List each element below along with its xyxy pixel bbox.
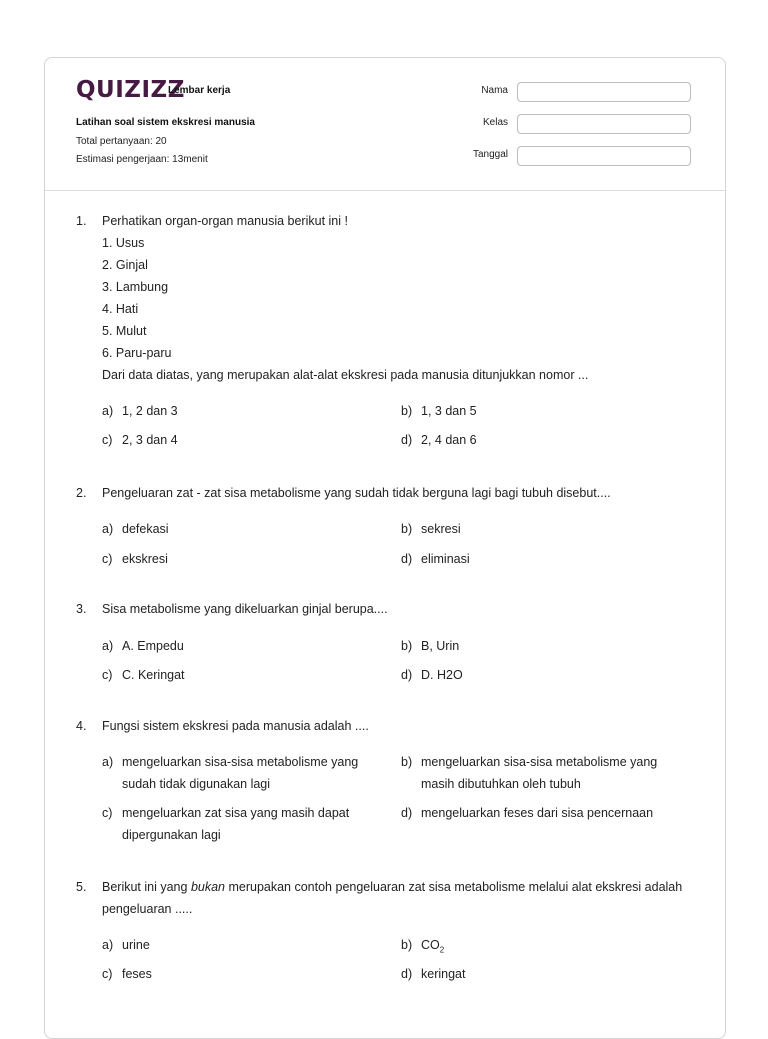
option-text: mengeluarkan feses dari sisa pencernaan (421, 806, 654, 820)
question-text: Pengeluaran zat - zat sisa metabolisme yang sudah tidak berguna lagi bagi tubuh disebut.... (102, 486, 611, 500)
option-letter: c) (102, 806, 113, 820)
option-subscript: 2 (439, 945, 445, 955)
option-letter: a) (102, 404, 114, 418)
worksheet-header (45, 58, 725, 191)
question-line: 4. Hati (102, 302, 139, 316)
option-text: urine (122, 938, 150, 952)
option-text: B, Urin (421, 639, 460, 653)
option-letter: c) (102, 668, 113, 682)
total-questions: Total pertanyaan: 20 (76, 136, 167, 147)
question-number: 4. (76, 719, 87, 733)
option-letter: b) (401, 404, 413, 418)
option-text (421, 934, 686, 962)
question-line: Perhatikan organ-organ manusia berikut ini ! (102, 214, 348, 228)
estimated-time: Estimasi pengerjaan: 13menit (76, 154, 208, 165)
option-text: C. Keringat (122, 668, 185, 682)
logo-subtitle: Lembar kerja (168, 85, 231, 96)
question-number: 2. (76, 486, 87, 500)
question-line: 3. Lambung (102, 280, 169, 294)
option-text: ekskresi (122, 552, 168, 566)
question-line: 1. Usus (102, 236, 145, 250)
option-text: mengeluarkan zat sisa yang masih dapat dipergunakan lagi (122, 806, 350, 842)
worksheet-page (44, 57, 726, 1039)
nama-label: Nama (481, 85, 508, 96)
question-number: 5. (76, 880, 87, 894)
question-number: 1. (76, 214, 87, 228)
option-letter: d) (401, 806, 413, 820)
option-letter: d) (401, 433, 413, 447)
option-text: 1, 2 dan 3 (122, 404, 178, 418)
tanggal-label: Tanggal (472, 149, 508, 160)
question-text (102, 210, 692, 386)
question-text-start: Berikut ini yang (102, 880, 191, 894)
option-letter: c) (102, 967, 113, 981)
option-letter: b) (401, 755, 413, 769)
option-letter: b) (401, 938, 413, 952)
option-text: defekasi (122, 522, 169, 536)
question-text: Sisa metabolisme yang dikeluarkan ginjal berupa.... (102, 602, 388, 616)
option-text-main: CO (421, 938, 440, 952)
worksheet-title: Latihan soal sistem ekskresi manusia (76, 117, 255, 128)
option-letter: b) (401, 639, 413, 653)
nama-input[interactable] (517, 82, 691, 102)
option-text: feses (122, 967, 152, 981)
option-letter: c) (102, 552, 113, 566)
option-text: 1, 3 dan 5 (421, 404, 477, 418)
question-text: Fungsi sistem ekskresi pada manusia adalah .... (102, 719, 369, 733)
question-text-end: merupakan contoh pengeluaran zat sisa metabolisme melalui alat ekskresi adalah pengeluaran ..... (102, 880, 683, 916)
question-line: 2. Ginjal (102, 258, 148, 272)
option-text: sekresi (421, 522, 461, 536)
question-text (102, 876, 692, 920)
option-letter: a) (102, 938, 114, 952)
option-letter: c) (102, 433, 113, 447)
option-text: 2, 4 dan 6 (421, 433, 477, 447)
question-line: 5. Mulut (102, 324, 147, 338)
option-letter: a) (102, 522, 114, 536)
option-text: D. H2O (421, 668, 463, 682)
kelas-input[interactable] (517, 114, 691, 134)
option-text: eliminasi (421, 552, 470, 566)
option-text: mengeluarkan sisa-sisa metabolisme yang masih dibutuhkan oleh tubuh (421, 755, 658, 791)
quizizz-logo: QUIZIZZ (76, 77, 185, 103)
option-letter: d) (401, 552, 413, 566)
option-letter: b) (401, 522, 413, 536)
option-letter: a) (102, 755, 114, 769)
question-line: 6. Paru-paru (102, 346, 172, 360)
option-text: A. Empedu (122, 639, 184, 653)
option-text: 2, 3 dan 4 (122, 433, 178, 447)
question-line: Dari data diatas, yang merupakan alat-alat ekskresi pada manusia ditunjukkan nomor ... (102, 368, 589, 382)
question-text-emphasis: bukan (190, 880, 225, 894)
tanggal-input[interactable] (517, 146, 691, 166)
kelas-label: Kelas (482, 117, 508, 128)
option-text: mengeluarkan sisa-sisa metabolisme yang sudah tidak digunakan lagi (122, 755, 359, 791)
option-letter: d) (401, 967, 413, 981)
option-letter: a) (102, 639, 114, 653)
question-number: 3. (76, 602, 87, 616)
option-letter: d) (401, 668, 413, 682)
option-text: keringat (421, 967, 466, 981)
